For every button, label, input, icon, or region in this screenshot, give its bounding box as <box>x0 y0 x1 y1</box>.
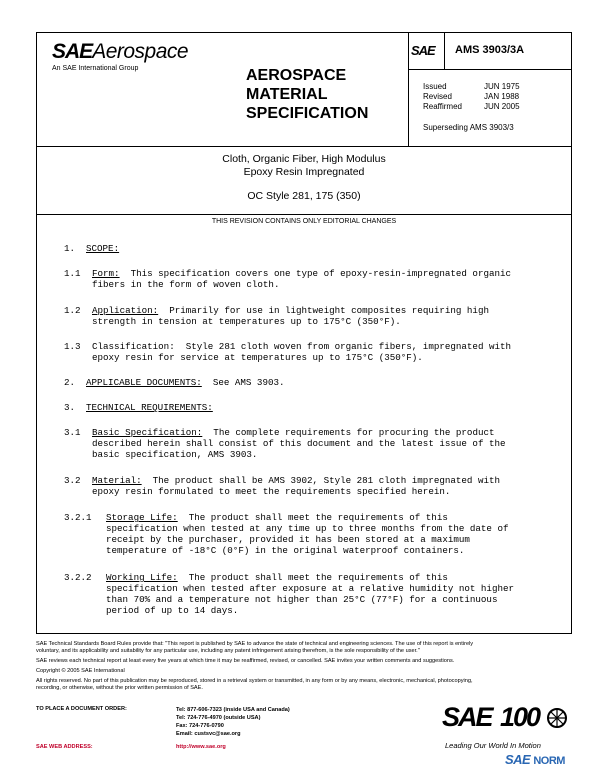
s1-title: SCOPE: <box>86 243 120 254</box>
s1-num: 1. <box>64 243 76 254</box>
document-title-line1: Cloth, Organic Fiber, High Modulus <box>222 153 386 165</box>
order-label: TO PLACE A DOCUMENT ORDER: <box>36 706 127 712</box>
s321-text <box>106 512 448 523</box>
s321-line2: specification when tested at any time up to three months from the date of <box>106 523 509 534</box>
title-divider-bottom <box>36 214 572 215</box>
s13-line2: epoxy resin for service at temperatures up to 175°C (350°F). <box>92 352 423 363</box>
document-title-line2: Epoxy Resin Impregnated <box>243 166 365 178</box>
issued-value: JUN 1975 <box>484 82 520 91</box>
s32-num: 3.2 <box>64 475 81 486</box>
s13-num: 1.3 <box>64 341 81 352</box>
footer-copyright: Copyright © 2005 SAE International <box>36 668 125 674</box>
s31-line1: The complete requirements for procuring the product <box>202 427 495 438</box>
s322-line1: The product shall meet the requirements of this <box>177 572 448 583</box>
tel-inside-usa[interactable]: Tel: 877-606-7323 (inside USA and Canada) <box>176 707 290 713</box>
s322-head: Working Life: <box>106 572 178 583</box>
logo-100-text: 100 <box>500 702 540 732</box>
s12-num: 1.2 <box>64 305 81 316</box>
s3-title: TECHNICAL REQUIREMENTS: <box>86 402 213 413</box>
s11-head: Form: <box>92 268 120 279</box>
footer-rights-line1: All rights reserved. No part of this publication may be reproduced, stored in a retrieval system or transmitted, in any form or by any means, electronic, mechanical, photocopying, <box>36 678 473 684</box>
s11-line1: This specification covers one type of epoxy-resin-impregnated organic <box>119 268 512 279</box>
s31-line2: described herein shall consist of this document and the latest issue of the <box>92 438 506 449</box>
s321-head: Storage Life: <box>106 512 178 523</box>
s321-line3: receipt by the purchaser, provided it has been stored at a maximum <box>106 534 470 545</box>
watermark-sae: SAE <box>505 752 531 767</box>
logo-slogan: Leading Our World In Motion <box>445 741 541 750</box>
footer-policy-line1: SAE Technical Standards Board Rules provide that: "This report is published by SAE to advance the state of technical and engineering sciences. The use of this report is entirely <box>36 641 474 647</box>
s322-line2: specification when tested after exposure at a relative humidity not higher <box>106 583 514 594</box>
fax-number: Fax: 724-776-0790 <box>176 723 224 729</box>
reaffirmed-value: JUN 2005 <box>484 102 520 111</box>
spec-title-line1: AEROSPACE <box>246 67 347 84</box>
starburst-icon <box>545 706 569 730</box>
s12-line2: strength in tension at temperatures up to 175°C (350°F). <box>92 316 401 327</box>
tel-outside-usa[interactable]: Tel: 724-776-4970 (outside USA) <box>176 715 261 721</box>
s31-text <box>92 427 495 438</box>
sae-100-logo <box>438 700 572 740</box>
revised-label: Revised <box>423 92 452 101</box>
email-link[interactable]: Email: custsvc@sae.org <box>176 731 241 737</box>
s11-num: 1.1 <box>64 268 81 279</box>
sae-norm-watermark <box>505 752 565 767</box>
s2-text <box>86 377 285 388</box>
spec-title <box>246 66 368 123</box>
s32-text <box>92 475 500 486</box>
superseding-note: Superseding AMS 3903/3 <box>423 123 514 132</box>
spec-title-line2: MATERIAL <box>246 86 328 103</box>
s2-num: 2. <box>64 377 76 388</box>
s321-num: 3.2.1 <box>64 512 92 523</box>
reaffirmed-label: Reaffirmed <box>423 102 462 111</box>
web-url-link[interactable]: http://www.sae.org <box>176 744 226 750</box>
s31-line3: basic specification, AMS 3903. <box>92 449 258 460</box>
s32-line1: The product shall be AMS 3902, Style 281 cloth impregnated with <box>141 475 500 486</box>
s31-head: Basic Specification: <box>92 427 203 438</box>
brand-bold: SAE <box>52 40 93 63</box>
s2-title: APPLICABLE DOCUMENTS: <box>86 377 202 388</box>
issued-label: Issued <box>423 82 447 91</box>
s32-line2: epoxy resin formulated to meet the requirements specified herein. <box>92 486 451 497</box>
header-divider-docnum <box>408 69 572 70</box>
s321-line4: temperature of -18°C (0°F) in the original waterproof containers. <box>106 545 465 556</box>
revised-value: JAN 1988 <box>484 92 520 101</box>
s12-line1: Primarily for use in lightweight composites requiring high <box>158 305 489 316</box>
spec-title-line3: SPECIFICATION <box>246 105 369 122</box>
footer-rights-line2: recording, or otherwise, without the prior written permission of SAE. <box>36 685 203 691</box>
header-divider-vertical <box>408 32 409 146</box>
s322-line4: period of up to 14 days. <box>106 605 239 616</box>
logo-sae-text: SAE <box>442 702 492 732</box>
web-label: SAE WEB ADDRESS: <box>36 744 93 750</box>
order-contacts <box>176 706 290 738</box>
s3-num: 3. <box>64 402 76 413</box>
footer-policy-line2: voluntary, and its applicability and suitability for any particular use, including any patent infringement arising therefrom, is the sole responsibility of the user." <box>36 648 420 654</box>
s322-num: 3.2.2 <box>64 572 92 583</box>
document-title-line3: OC Style 281, 175 (350) <box>247 190 361 202</box>
s12-head: Application: <box>92 305 159 316</box>
s32-head: Material: <box>92 475 142 486</box>
s11-line2: fibers in the form of woven cloth. <box>92 279 280 290</box>
s13-line1: Classification: Style 281 cloth woven from organic fibers, impregnated with <box>92 341 512 352</box>
document-title <box>36 153 572 203</box>
s12-text <box>92 305 489 316</box>
sae-mark-logo: SAE <box>411 43 435 58</box>
s31-num: 3.1 <box>64 427 81 438</box>
header-divider-mark <box>444 32 445 69</box>
s322-text <box>106 572 448 583</box>
brand-tagline: An SAE International Group <box>52 65 139 72</box>
brand-light: Aerospace <box>92 40 189 63</box>
s321-line1: The product shall meet the requirements of this <box>177 512 448 523</box>
s322-line3: than 70% and a temperature not higher than 25°C (77°F) for a continuous <box>106 594 498 605</box>
watermark-norm: NORM <box>533 755 565 767</box>
footer-policy <box>36 641 572 692</box>
s2-body: See AMS 3903. <box>201 377 285 388</box>
revision-note: THIS REVISION CONTAINS ONLY EDITORIAL CHANGES <box>211 218 397 225</box>
doc-number: AMS 3903/3A <box>455 44 525 56</box>
footer-policy-line3: SAE reviews each technical report at least every five years at which time it may be reaffirmed, revised, or cancelled. SAE invites your written comments and suggestions. <box>36 658 455 664</box>
header-divider-bottom <box>36 146 572 147</box>
sae-aerospace-logo <box>52 40 188 64</box>
s11-text <box>92 268 511 279</box>
